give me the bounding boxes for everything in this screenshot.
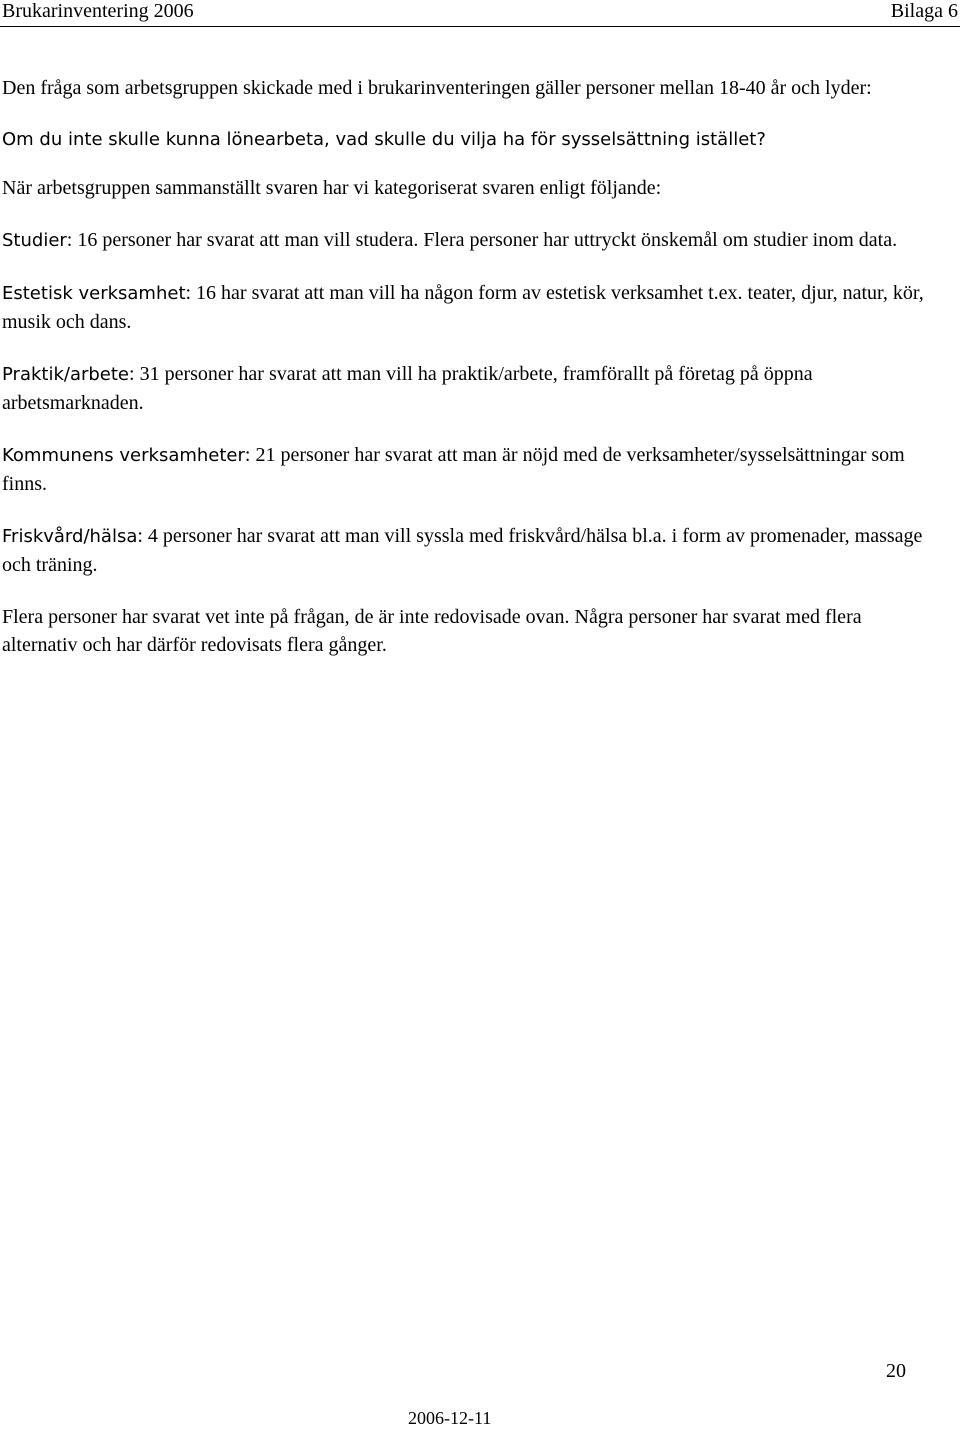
document-body xyxy=(2,74,932,683)
category-label: Studier xyxy=(2,230,67,251)
categorization-paragraph: När arbetsgruppen sammanställt svaren har vi kategoriserat svaren enligt följande: xyxy=(2,177,662,199)
category-text: : 16 personer har svarat att man vill studera. Flera personer har uttryckt önskemål om studier inom data. xyxy=(66,229,898,251)
category-friskvard xyxy=(2,522,932,579)
category-label: Kommunens verksamheter xyxy=(2,445,245,466)
intro-paragraph: Den fråga som arbetsgruppen skickade med i brukarinventeringen gäller personer mellan 18-40 år och lyder: xyxy=(2,77,872,99)
header-appendix: Bilaga 6 xyxy=(890,0,958,22)
category-text: : 16 har svarat att man vill ha någon form av estetisk verksamhet t.ex. teater, djur, natur, kör, musik och dans. xyxy=(2,282,924,333)
category-label: Friskvård/hälsa xyxy=(2,526,138,547)
category-praktik xyxy=(2,360,932,417)
category-text: : 4 personer har svarat att man vill syssla med friskvård/hälsa bl.a. i form av promenader, massage och träning. xyxy=(2,525,923,576)
category-label: Estetisk verksamhet xyxy=(2,283,186,304)
category-text: : 31 personer har svarat att man vill ha praktik/arbete, framförallt på företag på öppna arbetsmarknaden. xyxy=(2,363,813,414)
closing-paragraph: Flera personer har svarat vet inte på frågan, de är inte redovisade ovan. Några personer har svarat med flera alternativ och har därför redovisats flera gånger. xyxy=(2,606,862,656)
footer-date: 2006-12-11 xyxy=(408,1408,492,1428)
page-number: 20 xyxy=(886,1360,906,1382)
page-header xyxy=(0,0,960,27)
category-kommunens xyxy=(2,441,932,498)
category-label: Praktik/arbete xyxy=(2,364,130,385)
question-paragraph: Om du inte skulle kunna lönearbeta, vad skulle du vilja ha för sysselsättning istället? xyxy=(2,129,766,150)
category-text: : 21 personer har svarat att man är nöjd med de verksamheter/sysselsättningar som finns. xyxy=(2,444,905,495)
category-studier xyxy=(2,226,932,255)
category-estetisk xyxy=(2,279,932,336)
header-title: Brukarinventering 2006 xyxy=(2,0,194,22)
